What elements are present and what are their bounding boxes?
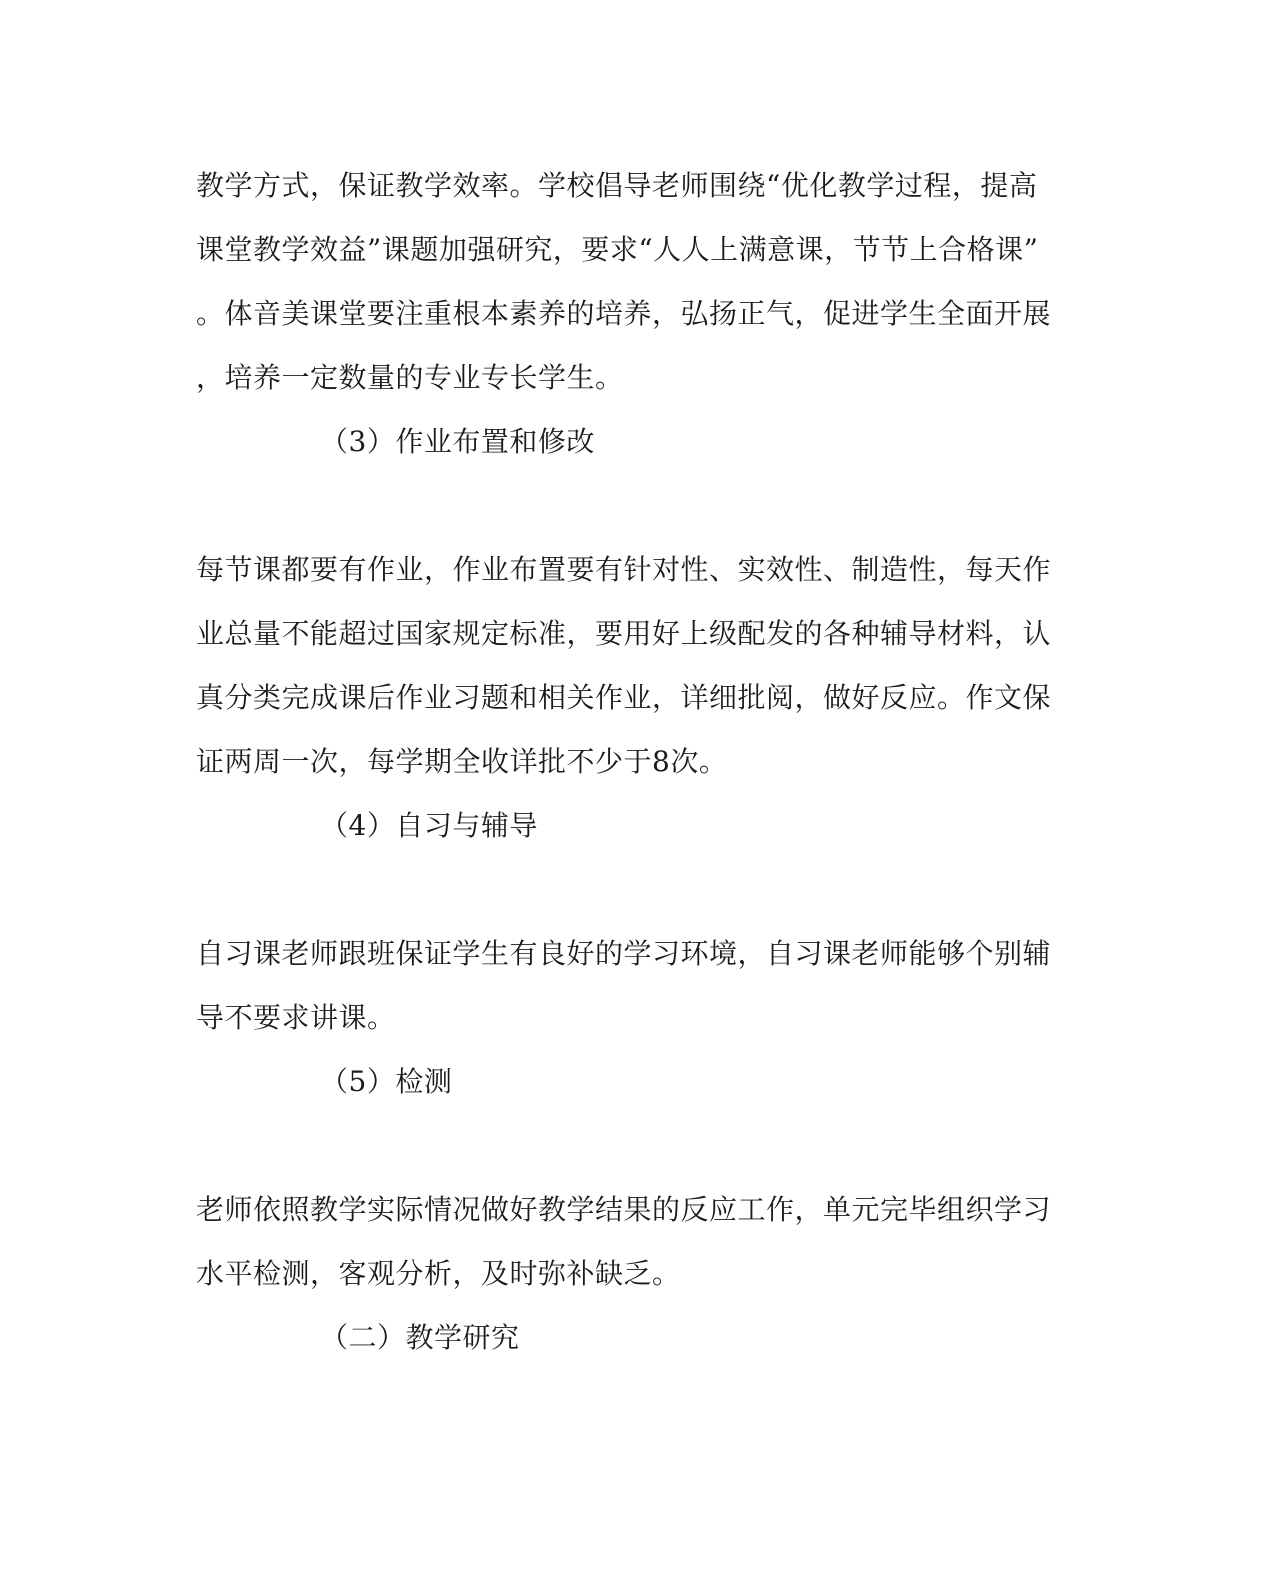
paragraph-4-line-2: 水平检测，客观分析，及时弥补缺乏。 (196, 1257, 681, 1290)
paragraph-1-line-2: 课堂教学效益”课题加强研究，要求“人人上满意课，节节上合格课” (196, 233, 1039, 266)
paragraph-1-line-4: ，培养一定数量的专业专长学生。 (196, 361, 624, 394)
section-heading-teaching-research: （二）教学研究 (320, 1321, 520, 1354)
paragraph-1-line-3: 。体音美课堂要注重根本素养的培养，弘扬正气，促进学生全面开展 (196, 297, 1052, 330)
section-heading-3: （3）作业布置和修改 (320, 425, 595, 458)
paragraph-4-line-1: 老师依照教学实际情况做好教学结果的反应工作，单元完毕组织学习 (196, 1193, 1052, 1226)
paragraph-2-line-3: 真分类完成课后作业习题和相关作业，详细批阅，做好反应。作文保 (196, 681, 1052, 714)
section-heading-5: （5）检测 (320, 1065, 453, 1098)
paragraph-2-line-4: 证两周一次，每学期全收详批不少于8次。 (196, 745, 728, 778)
paragraph-2-line-1: 每节课都要有作业，作业布置要有针对性、实效性、制造性，每天作 (196, 553, 1052, 586)
paragraph-1-line-1: 教学方式，保证教学效率。学校倡导老师围绕“优化教学过程，提高 (196, 169, 1038, 202)
section-heading-4: （4）自习与辅导 (320, 809, 538, 842)
paragraph-2-line-2: 业总量不能超过国家规定标准，要用好上级配发的各种辅导材料，认 (196, 617, 1052, 650)
paragraph-3-line-1: 自习课老师跟班保证学生有良好的学习环境，自习课老师能够个别辅 (196, 937, 1052, 970)
paragraph-3-line-2: 导不要求讲课。 (196, 1001, 396, 1034)
